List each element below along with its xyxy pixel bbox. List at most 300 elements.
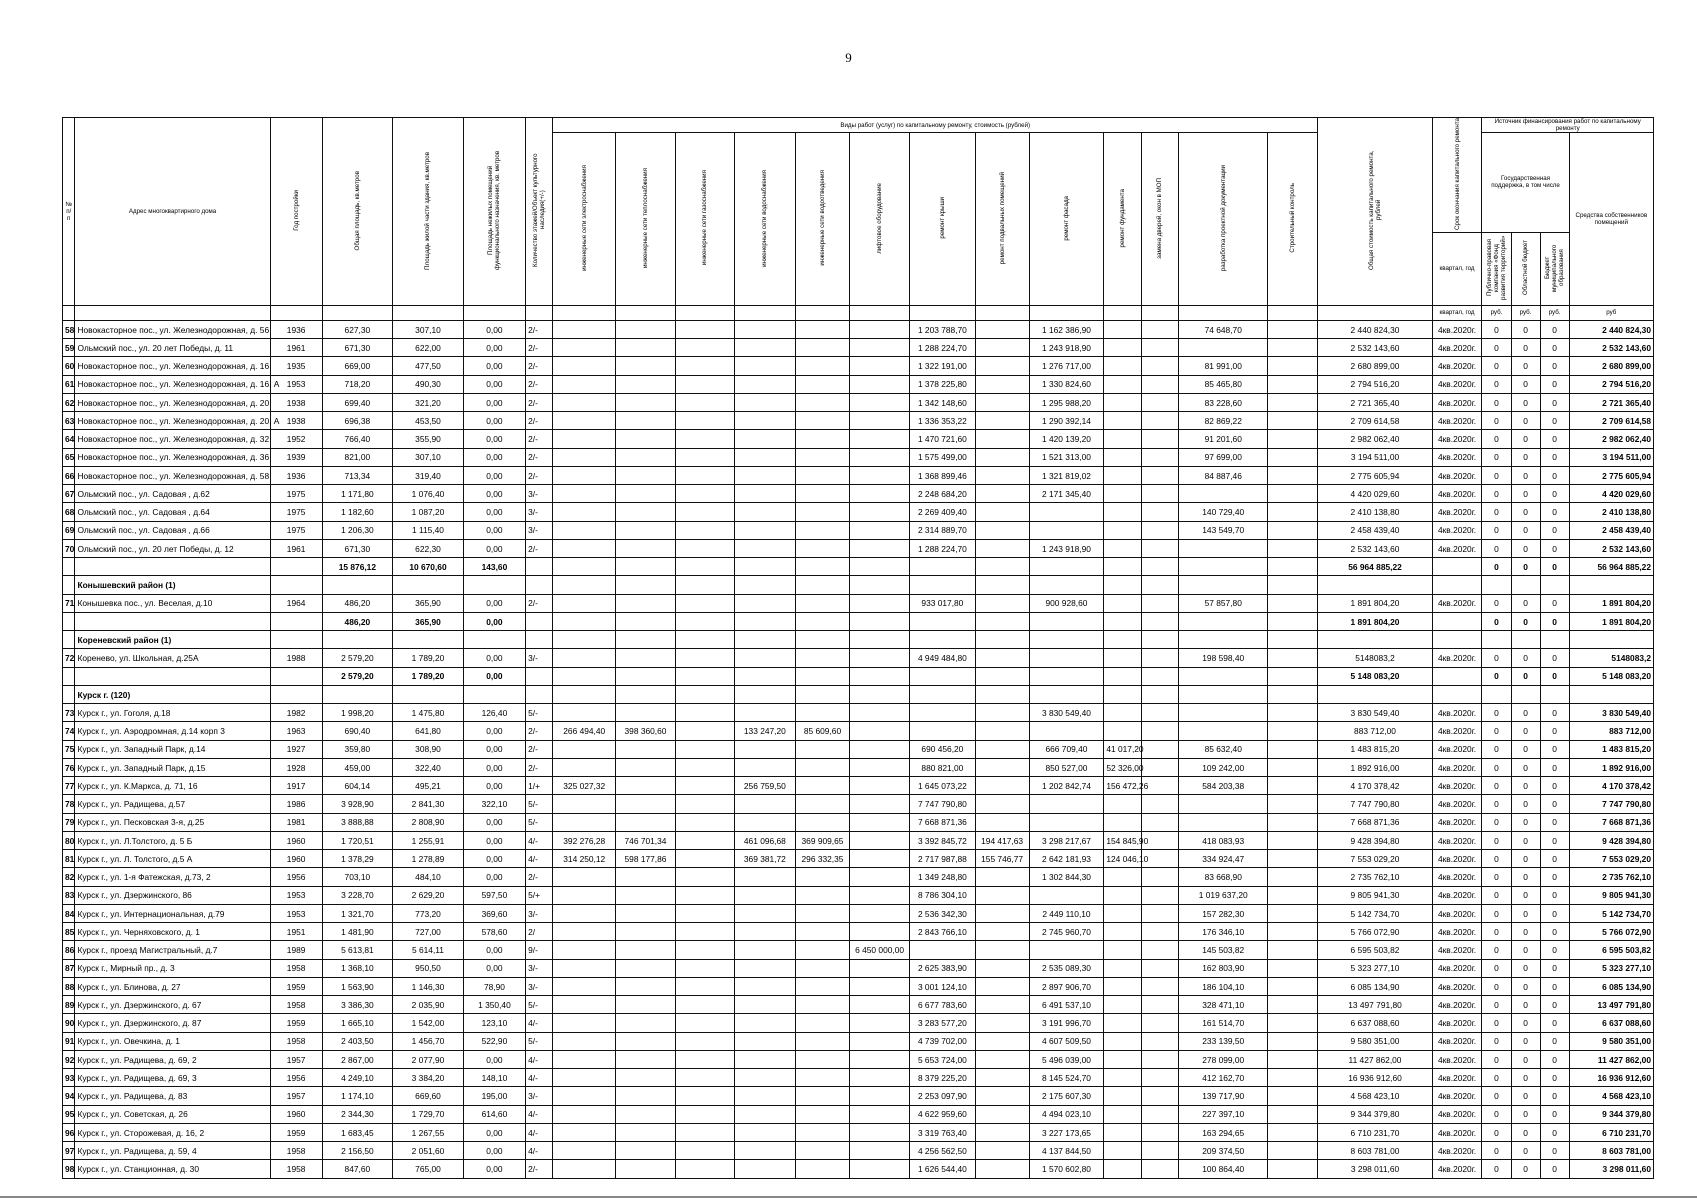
row-work-cost [1179,339,1268,357]
row-work-cost [616,959,675,977]
header-work-6: ремонт крыши [938,197,946,239]
empty-cell [795,576,849,594]
row-regional: 0 [1511,485,1540,503]
row-work-cost: 4 137 844,50 [1029,1142,1104,1160]
row-nonres-area: 322,10 [463,795,525,813]
row-num: 77 [63,777,75,795]
row-address: Курск г., ул. Интернациональная, д.79 [75,904,270,922]
row-total-cost: 2 794 516,20 [1318,375,1432,393]
row-num: 91 [63,1032,75,1050]
row-municipal: 0 [1540,777,1569,795]
row-work-cost: 2 314 889,70 [910,521,975,539]
row-work-cost [795,375,849,393]
row-address: Курск г., ул. Западный Парк, д.14 [75,740,270,758]
row-total-cost: 3 830 549,40 [1318,704,1432,722]
empty-cell [270,631,322,649]
row-nonres-area: 0,00 [463,320,525,338]
row-work-cost [1104,485,1141,503]
row-work-cost [1104,649,1141,667]
empty-cell [1569,576,1653,594]
row-work-cost [849,868,909,886]
work-cell [734,558,795,576]
row-work-cost [675,868,734,886]
row-regional: 0 [1511,977,1540,995]
row-total-cost: 5148083,2 [1318,649,1432,667]
row-work-cost: 4 622 959,60 [910,1105,975,1123]
term-cell [1432,667,1482,685]
row-total-area: 696,38 [322,412,393,430]
row-work-cost [734,649,795,667]
row-work-cost [616,923,675,941]
row-total-cost: 9 428 394,80 [1318,831,1432,849]
row-term: 4кв.2020г. [1432,1160,1482,1178]
header-sources-title: Источник финансирования работ по капитальному ремонту [1482,118,1654,133]
row-work-cost [975,539,1029,557]
row-work-cost: 1 626 544,40 [910,1160,975,1178]
row-work-cost: 52 326,00 [1104,758,1141,776]
row-work-cost [1268,704,1318,722]
row-living-area: 622,30 [393,539,464,557]
row-living-area: 950,50 [393,959,464,977]
row-year: 1959 [270,977,322,995]
row-nonres-area: 0,00 [463,594,525,612]
section-row [63,685,1654,703]
row-work-cost [1268,466,1318,484]
work-cell [849,558,909,576]
row-work-cost: 156 472,26 [1104,777,1141,795]
row-work-cost: 97 699,00 [1179,448,1268,466]
row-num: 90 [63,1014,75,1032]
row-living-area: 1 475,80 [393,704,464,722]
work-cell [910,558,975,576]
row-work-cost [1104,357,1141,375]
row-owners: 7 668 871,36 [1569,813,1653,831]
row-num: 75 [63,740,75,758]
row-regional: 0 [1511,795,1540,813]
row-work-cost [1268,1069,1318,1087]
row-total-area: 690,40 [322,722,393,740]
row-work-cost [616,1142,675,1160]
subtotal-fund: 0 [1482,612,1511,630]
row-work-cost: 266 494,40 [553,722,616,740]
row-address: Курск г., ул. Радищева, д. 69, 2 [75,1050,270,1068]
row-num: 97 [63,1142,75,1160]
row-fund: 0 [1482,594,1511,612]
row-work-cost: 690 456,20 [910,740,975,758]
row-work-cost [675,1014,734,1032]
table-row [63,1142,1654,1160]
row-work-cost [1141,649,1178,667]
row-living-area: 490,30 [393,375,464,393]
row-work-cost [849,393,909,411]
row-num: 67 [63,485,75,503]
row-work-cost [734,393,795,411]
row-total-cost: 2 982 062,40 [1318,430,1432,448]
row-regional: 0 [1511,521,1540,539]
section-label: Курск г. (120) [75,685,270,703]
row-fund: 0 [1482,521,1511,539]
empty-cell [616,685,675,703]
row-address: Курск г., ул. Радищева, д. 59, 4 [75,1142,270,1160]
row-regional: 0 [1511,1160,1540,1178]
header-fund: Публично-правовая компания «Фонд развития территорий» [1485,235,1507,301]
subtotal-living: 10 670,60 [393,558,464,576]
table-row [63,977,1654,995]
row-work-cost: 369 381,72 [734,850,795,868]
address-cell [75,612,270,630]
row-work-cost [675,758,734,776]
row-work-cost [849,503,909,521]
row-address: Курск г., ул. Дзержинского, 86 [75,886,270,904]
row-num: 84 [63,904,75,922]
table-row [63,1160,1654,1178]
row-total-area: 669,00 [322,357,393,375]
row-work-cost: 1 470 721,60 [910,430,975,448]
row-work-cost [675,521,734,539]
row-regional: 0 [1511,1087,1540,1105]
row-work-cost [1104,412,1141,430]
row-work-cost [553,594,616,612]
row-num: 81 [63,850,75,868]
row-work-cost [795,393,849,411]
row-total-area: 2 156,50 [322,1142,393,1160]
year-cell [270,667,322,685]
row-work-cost: 85 609,60 [795,722,849,740]
row-work-cost: 2 449 110,10 [1029,904,1104,922]
row-work-cost [795,320,849,338]
empty-cell [1318,576,1432,594]
row-total-cost: 9 580 351,00 [1318,1032,1432,1050]
row-work-cost [553,758,616,776]
row-work-cost [1179,813,1268,831]
row-work-cost [616,795,675,813]
row-work-cost [849,777,909,795]
row-work-cost [849,1050,909,1068]
row-total-cost: 9 344 379,80 [1318,1105,1432,1123]
table-row [63,758,1654,776]
row-work-cost: 186 104,10 [1179,977,1268,995]
row-nonres-area: 123,10 [463,1014,525,1032]
floors-cell [526,667,553,685]
row-year: 1927 [270,740,322,758]
row-work-cost: 398 360,60 [616,722,675,740]
header-living-area: Площадь жилой части здания, кв.метров [424,151,432,270]
row-work-cost [553,1032,616,1050]
unit-rub: руб. [1482,305,1511,320]
row-nonres-area: 0,00 [463,1160,525,1178]
row-work-cost: 143 549,70 [1179,521,1268,539]
empty-cell [734,631,795,649]
work-cell [553,612,616,630]
row-address: Курск г., ул. Сторожевая, д. 16, 2 [75,1123,270,1141]
subtotal-nonres: 0,00 [463,612,525,630]
row-floors: 3/- [526,485,553,503]
row-work-cost: 133 247,20 [734,722,795,740]
row-work-cost [675,1160,734,1178]
row-nonres-area: 0,00 [463,1142,525,1160]
empty-cell [675,576,734,594]
header-floors: Количество этажей/Объект культурного наследия(+/-) [532,153,547,268]
row-regional: 0 [1511,704,1540,722]
row-work-cost [795,923,849,941]
row-total-cost: 4 170 378,42 [1318,777,1432,795]
row-year: 1936 [270,466,322,484]
row-work-cost [1104,466,1141,484]
row-work-cost [616,412,675,430]
row-year: 1958 [270,1160,322,1178]
row-nonres-area: 578,60 [463,923,525,941]
row-work-cost [1268,777,1318,795]
row-total-area: 713,34 [322,466,393,484]
row-work-cost [849,466,909,484]
empty-cell [1432,576,1482,594]
work-cell [1179,667,1268,685]
row-nonres-area: 0,00 [463,539,525,557]
row-work-cost [1104,941,1141,959]
work-cell [553,558,616,576]
row-work-cost [553,485,616,503]
row-work-cost [849,339,909,357]
row-work-cost [1141,923,1178,941]
row-term: 4кв.2020г. [1432,813,1482,831]
table-row [63,722,1654,740]
row-fund: 0 [1482,1123,1511,1141]
row-total-cost: 4 568 423,10 [1318,1087,1432,1105]
row-work-cost [553,539,616,557]
work-cell [1179,558,1268,576]
row-term: 4кв.2020г. [1432,320,1482,338]
subtotal-row [63,667,1654,685]
empty-cell [1540,685,1569,703]
row-work-cost [849,539,909,557]
section-row [63,576,1654,594]
row-floors: 2/- [526,740,553,758]
row-fund: 0 [1482,996,1511,1014]
row-work-cost [849,977,909,995]
row-work-cost: 666 709,40 [1029,740,1104,758]
row-work-cost [616,466,675,484]
row-work-cost: 2 269 409,40 [910,503,975,521]
row-regional: 0 [1511,357,1540,375]
row-work-cost [975,1032,1029,1050]
row-work-cost: 1 243 918,90 [1029,339,1104,357]
row-work-cost [975,1142,1029,1160]
row-work-cost [849,1105,909,1123]
row-work-cost [795,1050,849,1068]
row-work-cost [1141,539,1178,557]
row-work-cost [734,886,795,904]
work-cell [910,667,975,685]
row-work-cost [616,649,675,667]
header-units-row [63,305,1654,320]
row-work-cost [553,448,616,466]
row-work-cost [616,1032,675,1050]
row-nonres-area: 0,00 [463,503,525,521]
subtotal-municipal: 0 [1540,612,1569,630]
row-nonres-area: 0,00 [463,375,525,393]
empty-cell [393,576,464,594]
row-living-area: 641,80 [393,722,464,740]
row-fund: 0 [1482,485,1511,503]
row-work-cost [795,1014,849,1032]
row-nonres-area: 78,90 [463,977,525,995]
work-cell [1029,558,1104,576]
row-work-cost [1268,1014,1318,1032]
row-floors: 2/- [526,758,553,776]
row-year: 1938 [270,412,322,430]
unit-rub: руб. [1540,305,1569,320]
row-work-cost [849,448,909,466]
row-regional: 0 [1511,1032,1540,1050]
row-municipal: 0 [1540,357,1569,375]
row-regional: 0 [1511,594,1540,612]
row-work-cost [1104,1105,1141,1123]
row-work-cost: 161 514,70 [1179,1014,1268,1032]
row-work-cost [1268,339,1318,357]
row-work-cost [1141,1142,1178,1160]
header-state-support: Государственная поддержка, в том числе [1482,133,1569,233]
row-term: 4кв.2020г. [1432,977,1482,995]
row-total-cost: 3 298 011,60 [1318,1160,1432,1178]
row-regional: 0 [1511,850,1540,868]
row-year: 1963 [270,722,322,740]
row-living-area: 484,10 [393,868,464,886]
empty-cell [1179,576,1268,594]
row-work-cost [675,740,734,758]
empty-cell [616,576,675,594]
row-work-cost: 746 701,34 [616,831,675,849]
row-year: 1959 [270,1014,322,1032]
row-work-cost [1268,795,1318,813]
row-term: 4кв.2020г. [1432,777,1482,795]
row-work-cost [1141,339,1178,357]
row-total-cost: 2 709 614,58 [1318,412,1432,430]
unit-rub: руб. [1511,305,1540,320]
row-municipal: 0 [1540,795,1569,813]
row-nonres-area: 0,00 [463,521,525,539]
row-work-cost [553,868,616,886]
row-total-area: 3 888,88 [322,813,393,831]
row-work-cost: 7 668 871,36 [910,813,975,831]
subtotal-municipal: 0 [1540,667,1569,685]
row-work-cost: 1 521 313,00 [1029,448,1104,466]
row-regional: 0 [1511,339,1540,357]
scan-edge [0,1196,1697,1198]
table-row [63,1087,1654,1105]
subtotal-row [63,612,1654,630]
row-work-cost [975,1050,1029,1068]
row-fund: 0 [1482,704,1511,722]
row-fund: 0 [1482,886,1511,904]
row-work-cost [849,795,909,813]
row-work-cost [975,594,1029,612]
row-municipal: 0 [1540,521,1569,539]
row-address: Курск г., ул. Л. Толстого, д.5 А [75,850,270,868]
row-work-cost [675,339,734,357]
row-owners: 3 830 549,40 [1569,704,1653,722]
row-address: Курск г., ул. Западный Парк, д.15 [75,758,270,776]
empty-cell [910,685,975,703]
row-work-cost: 2 536 342,30 [910,904,975,922]
empty-cell [463,576,525,594]
row-work-cost [849,850,909,868]
row-work-cost [1179,722,1268,740]
row-work-cost [1268,868,1318,886]
header-term-unit: квартал, год [1432,232,1482,305]
empty-cell [975,685,1029,703]
row-work-cost [1104,923,1141,941]
row-owners: 9 805 941,30 [1569,886,1653,904]
empty-cell [553,576,616,594]
row-work-cost [1104,795,1141,813]
row-work-cost [734,594,795,612]
row-total-area: 1 368,10 [322,959,393,977]
row-work-cost [1179,539,1268,557]
row-work-cost [553,941,616,959]
row-term: 4кв.2020г. [1432,886,1482,904]
row-year: 1928 [270,758,322,776]
empty-cell [322,685,393,703]
row-floors: 2/- [526,339,553,357]
empty-cell [1104,685,1141,703]
row-work-cost [553,503,616,521]
row-work-cost [1029,649,1104,667]
row-work-cost [1104,1014,1141,1032]
row-work-cost: 4 739 702,00 [910,1032,975,1050]
row-work-cost [975,466,1029,484]
row-num: 87 [63,959,75,977]
row-work-cost [675,831,734,849]
header-work-1: инженерные сети теплоснабжения [641,167,649,268]
row-work-cost [553,393,616,411]
row-owners: 4 170 378,42 [1569,777,1653,795]
row-nonres-area: 0,00 [463,831,525,849]
row-work-cost [1141,813,1178,831]
empty-cell [1179,631,1268,649]
header-address: Адрес многоквартирного дома [75,118,270,306]
row-nonres-area: 0,00 [463,649,525,667]
row-work-cost [1029,941,1104,959]
row-work-cost [849,722,909,740]
row-floors: 4/- [526,1014,553,1032]
row-total-area: 2 579,20 [322,649,393,667]
row-municipal: 0 [1540,813,1569,831]
row-work-cost [553,466,616,484]
row-address: Новокасторное пос., ул. Железнодорожная, д. 16 [75,357,270,375]
row-work-cost [616,777,675,795]
subtotal-owners: 1 891 804,20 [1569,612,1653,630]
row-work-cost [1029,886,1104,904]
row-municipal: 0 [1540,466,1569,484]
row-work-cost [975,722,1029,740]
section-row [63,631,1654,649]
empty-cell [1141,685,1178,703]
row-municipal: 0 [1540,722,1569,740]
row-year: 1957 [270,1050,322,1068]
row-floors: 5/- [526,795,553,813]
row-regional: 0 [1511,996,1540,1014]
row-work-cost [734,357,795,375]
row-address: Курск г., ул. Блинова, д. 27 [75,977,270,995]
row-work-cost [1104,704,1141,722]
row-year: 1959 [270,1123,322,1141]
row-work-cost [734,795,795,813]
empty-cell [1268,631,1318,649]
row-work-cost [734,1087,795,1105]
section-label: Конышевский район (1) [75,576,270,594]
row-work-cost [616,740,675,758]
row-fund: 0 [1482,722,1511,740]
